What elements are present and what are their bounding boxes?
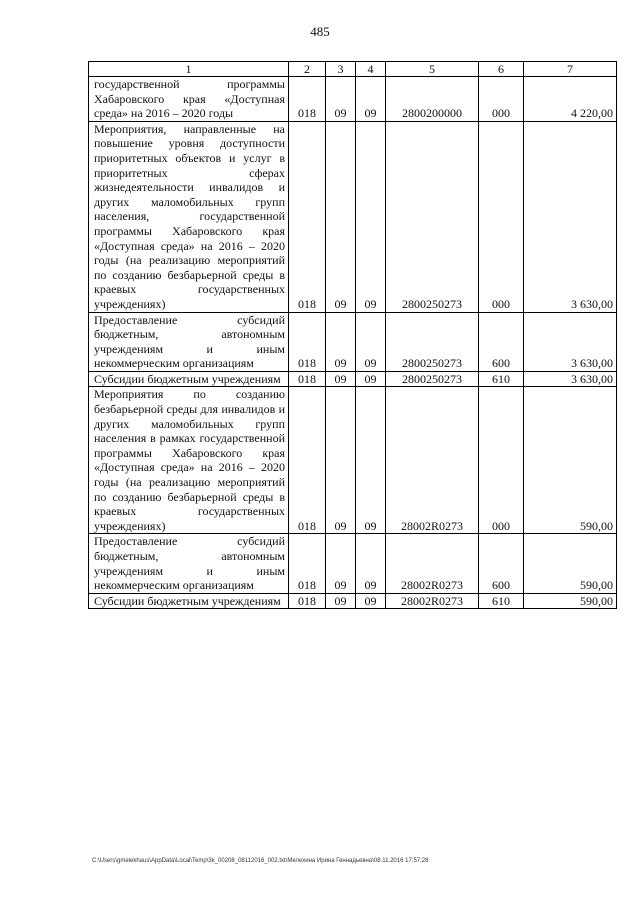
row-ministry-code: 018 (289, 593, 326, 609)
row-expense-type: 000 (479, 77, 524, 122)
row-ministry-code: 018 (289, 534, 326, 593)
row-target-code: 28002R0273 (386, 387, 479, 534)
row-expense-type: 600 (479, 312, 524, 371)
row-subsection-code: 09 (356, 77, 386, 122)
header-cell-7: 7 (524, 62, 617, 77)
row-expense-type: 000 (479, 387, 524, 534)
header-cell-4: 4 (356, 62, 386, 77)
table-row (89, 534, 617, 593)
row-section-code: 09 (326, 371, 356, 387)
row-section-code: 09 (326, 312, 356, 371)
row-name: Субсидии бюджетным учреждениям (89, 593, 289, 609)
row-section-code: 09 (326, 593, 356, 609)
row-name: Предоставление субсидий бюджетным, автономным учреждениям и иным некоммерческим организациям (89, 312, 289, 371)
budget-table (88, 61, 617, 609)
row-subsection-code: 09 (356, 593, 386, 609)
row-expense-type: 000 (479, 121, 524, 312)
header-row (89, 62, 617, 77)
header-cell-1: 1 (89, 62, 289, 77)
row-subsection-code: 09 (356, 312, 386, 371)
table-row (89, 312, 617, 371)
table-row (89, 121, 617, 312)
row-expense-type: 610 (479, 593, 524, 609)
row-target-code: 2800250273 (386, 371, 479, 387)
row-ministry-code: 018 (289, 387, 326, 534)
row-amount: 4 220,00 (524, 77, 617, 122)
row-amount: 590,00 (524, 534, 617, 593)
row-name: Мероприятия, направленные на повышение уровня доступности приоритетных объектов и услуг в приоритетных сферах жизнедеятельности инвалидов и других маломобильных групп населения, государственной программы Хабаровского края «Доступная среда» на 2016 – 2020 годы (на реализацию мероприятий по созданию безбарьерной среды в краевых государственных учреждениях) (89, 121, 289, 312)
row-name: государственной программы Хабаровского края «Доступная среда» на 2016 – 2020 годы (89, 77, 289, 122)
header-cell-6: 6 (479, 62, 524, 77)
row-ministry-code: 018 (289, 312, 326, 371)
header-cell-3: 3 (326, 62, 356, 77)
row-expense-type: 610 (479, 371, 524, 387)
row-subsection-code: 09 (356, 387, 386, 534)
row-section-code: 09 (326, 121, 356, 312)
row-amount: 3 630,00 (524, 312, 617, 371)
row-subsection-code: 09 (356, 371, 386, 387)
row-target-code: 2800250273 (386, 121, 479, 312)
row-subsection-code: 09 (356, 534, 386, 593)
row-target-code: 28002R0273 (386, 534, 479, 593)
row-amount: 590,00 (524, 593, 617, 609)
row-amount: 590,00 (524, 387, 617, 534)
row-ministry-code: 018 (289, 121, 326, 312)
row-amount: 3 630,00 (524, 371, 617, 387)
row-section-code: 09 (326, 387, 356, 534)
row-name: Предоставление субсидий бюджетным, автономным учреждениям и иным некоммерческим организациям (89, 534, 289, 593)
row-ministry-code: 018 (289, 77, 326, 122)
row-target-code: 28002R0273 (386, 593, 479, 609)
header-cell-2: 2 (289, 62, 326, 77)
row-section-code: 09 (326, 77, 356, 122)
table-row (89, 371, 617, 387)
row-target-code: 2800200000 (386, 77, 479, 122)
row-amount: 3 630,00 (524, 121, 617, 312)
row-target-code: 2800250273 (386, 312, 479, 371)
row-section-code: 09 (326, 534, 356, 593)
table-row (89, 593, 617, 609)
table-row (89, 387, 617, 534)
page-number: 485 (310, 24, 330, 39)
header-cell-5: 5 (386, 62, 479, 77)
row-name: Субсидии бюджетным учреждениям (89, 371, 289, 387)
row-name: Мероприятия по созданию безбарьерной среды для инвалидов и других маломобильных групп населения в рамках государственной программы Хабаровского края «Доступная среда» на 2016 – 2020 годы (на реализацию мероприятий по созданию безбарьерной среды в краевых государственных учреждениях) (89, 387, 289, 534)
row-subsection-code: 09 (356, 121, 386, 312)
row-expense-type: 600 (479, 534, 524, 593)
table-row (89, 77, 617, 122)
footer-file-path: C:\Users\gmelekhaus\AppData\Local\Temp\3k_00208_08112016_002.txt\Мелехина Ирина Геннадьевна\08.11.2016 17:57:28 (92, 858, 429, 864)
row-ministry-code: 018 (289, 371, 326, 387)
